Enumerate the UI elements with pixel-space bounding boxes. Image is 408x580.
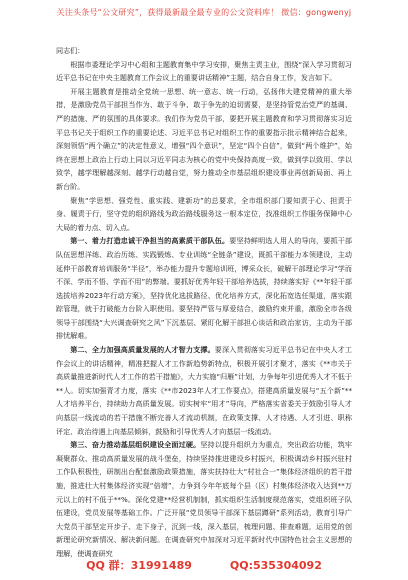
section-heading-3: 第三、奋力推动基层组织建设全面过硬。 <box>70 440 201 450</box>
paragraph-text: 开展主题教育是推动全党统一思想、统一意志、统一行动，弘扬伟大建党精神的重大举措，是激励党员干部担当作为、敢于斗争、敢于争先的迫切需要，是坚持管党治党严的基调、严的措施、严的氛围的具体要求。我们作为党员干部，要把开展主题教育和学习贯彻落实习近平总书记关于组织工作的重要论述、习近平总书记对组织工作的重要指示批示精神结合起来，深刻领悟“两个确立”的决定性意义，增强“四个意识”，坚定“四个自信”，做到“两个维护”，始终在思想上政治上行动上同以习近平同志为核心的党中央保持高度一致，做到学以致用、学以致学，越学理解越深刻、越学行动越自觉，努力推动全市基层组织建设事业再创新局面、再上新台阶。 <box>56 86 352 191</box>
footer-qq-number: QQ:535304092 <box>229 558 322 572</box>
section-heading-1: 第一、着力打造忠诚干净担当的高素质干部队伍。 <box>70 236 230 246</box>
paragraph-6 <box>56 438 352 560</box>
footer-qq-group: QQ 群：31991489 <box>86 559 192 572</box>
paragraph-text: 根据市委理论学习中心组和主题教育集中学习安排，聚焦主责主业，围绕“深入学习贯彻习近平总书记在中央主题教育工作会议上的重要讲话精神”主题，结合自身工作，发言如下。 <box>56 59 352 83</box>
paragraph-2 <box>56 85 352 194</box>
paragraph-text: 要深入贯彻落实习近平总书记在中央人才工作会议上的讲话精神，精准把握人才工作新趋势新特点，积极开展引才聚才，落实《**市关于高质量推进新时代人才工作的若干措施》，大力实施“归雁”计划，力争每年引进优秀人才不低于**人。切实加强青才力度，落实《**市2023年人才工作要点》，搭建高质量发展与“五个新”**人才培养平台，持续助力高质量发展。切实树牢“用才”导向，严格落实省委关于鼓励引导人才向基层一线流动的若干措施不断完善人才流动机制，在政策支撑、人才待遇、人才引进、职称评定、政治待遇上向基层倾斜，鼓励和引导优秀人才向基层一线流动。 <box>56 345 353 436</box>
section-heading-2: 第二、全力加强高质量发展的人才智力支撑。 <box>70 345 215 355</box>
paragraph-4 <box>56 234 352 343</box>
paragraph-text: 坚持以提升组织力为重点，突出政治功能，筑牢凝聚群众、推动高质量发展的战斗堡垒，持续坚持推进建设乡村振兴，积极调动乡村振兴驻村工作队积极性，研制出台配套激励政策措施，落实扶持壮大“村社合一”集体经济组织的若干措施，推进壮大村集体经济实现“倍增”，力争到今年年底每个县（区）村集体经济收入达到**万元以上的村不低于**%。深化党建**经营机制制，抓实组织生活制度规范落实，党组织班子队伍建设，党员发展等基础工作。广泛开展“党员领导干部深下基层蹲研”系列活动，教育引导广大党员干部坚定开步子、走下身子，沉到一线，深入基层，梳理问题、排查难题，运用党的创新理论研究新情况、解决新问题。在调查研究中加深对习近平新时代中国特色社会主义思想的理解，使调查研究 <box>56 440 353 558</box>
paragraph-5 <box>56 343 352 438</box>
document-body <box>56 44 352 561</box>
top-banner <box>0 0 408 24</box>
paragraph-1 <box>56 58 352 85</box>
salutation: 同志们： <box>56 46 85 55</box>
paragraph-3 <box>56 194 352 235</box>
banner-text: 关注头条号“公文研究”，获得最新最全最专业的公文资料库！ 微信：gongwenyj <box>56 7 352 17</box>
paragraph-text: 要坚持鲜明选人用人的导向，要抓干部队伍思想洋练、政治历练、实践锻炼、专业训练“全链条”建设，既抓干部能力本领建设，主动延伸干部教育培训服务“半径”，举办能力提升专题培训班，博采众长，破解干部理论学习“学而不深、学而不悟、学而不用”的弊端。要抓好优秀年轻干部培养选拔，持续落实好《**年轻干部选拔培养2023年行动方案》，坚持优化选拔路径、优化培养方式，深化拓宽选任渠道，落实跟踪管理，就于打破能力台阶入职使用。要坚持严管与厚爱结合，激励约束并重，激励全市各级领导干部围绕“大兴调查研究之风”下沉基层、紧盯化解干部担心谈话和政治家访，主动为干部排忧解难。 <box>56 236 352 341</box>
footer-contact-bar <box>0 550 408 580</box>
paragraph-text: 聚焦“学思想、强党性、重实践、建新功”的总要求，全市组织部门要知责于心、担责于身、履责于行，坚守党的组织路线为政治路线服务这一根本定位，找准组织工作服务保障中心大局的着力点、切入点。 <box>56 195 352 232</box>
